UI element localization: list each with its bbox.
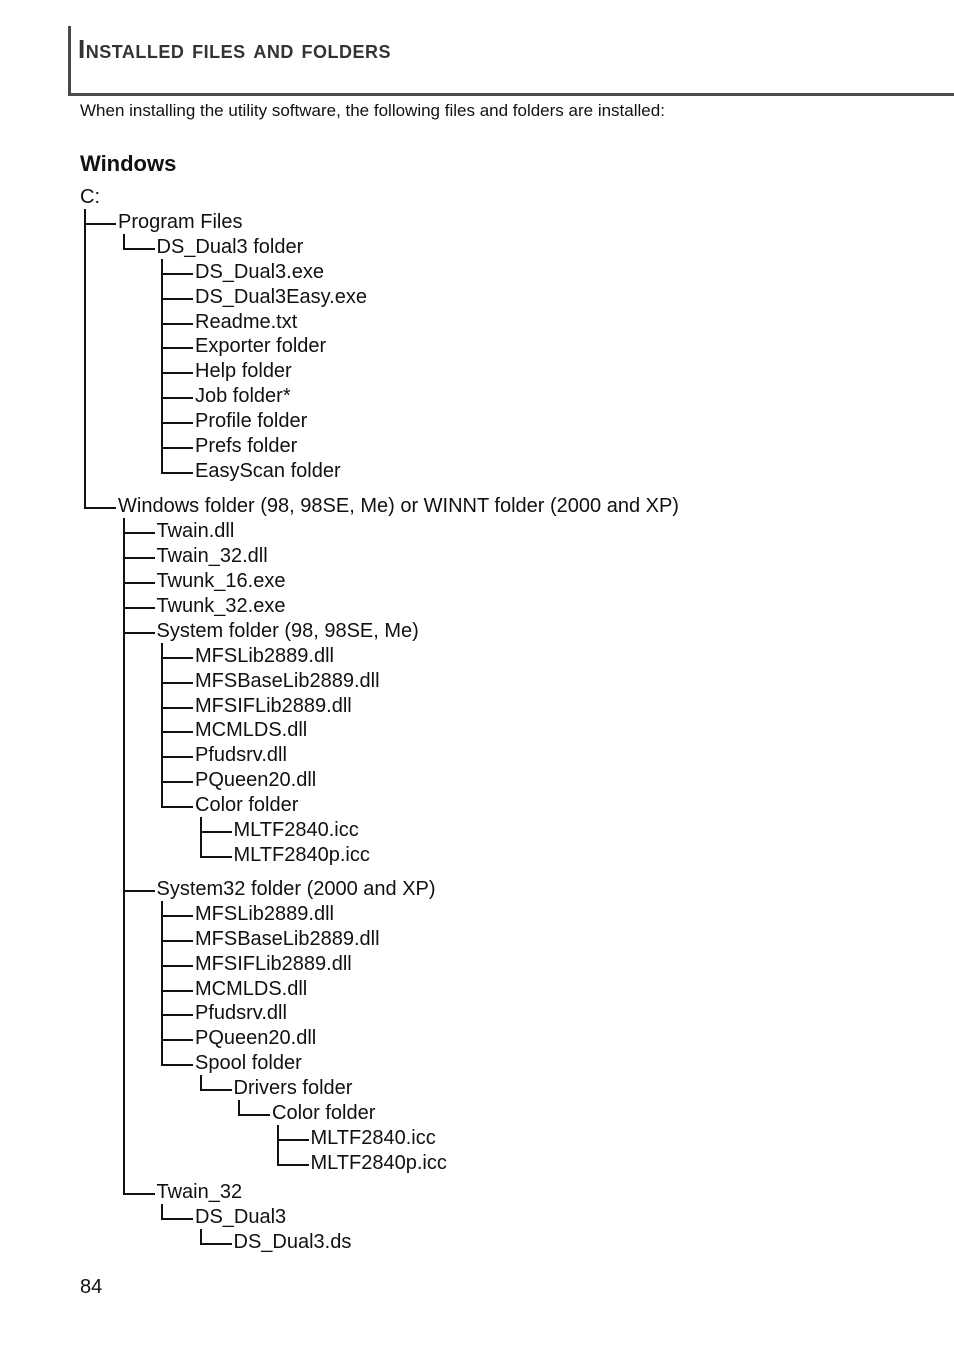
tree-item: Twain_32.dll — [156, 545, 268, 567]
tree-connector — [161, 965, 193, 967]
tree-branch — [200, 1075, 202, 1091]
tree-item: Twain_32 — [156, 1181, 243, 1203]
tree-item: Pfudsrv.dll — [195, 744, 287, 766]
tree-connector — [161, 472, 193, 474]
tree-connector — [200, 856, 232, 858]
tree-connector — [123, 582, 155, 584]
tree-item: System folder (98, 98SE, Me) — [156, 620, 419, 642]
tree-item: MLTF2840.icc — [310, 1127, 436, 1149]
tree-item: EasyScan folder — [195, 460, 341, 482]
tree-branch — [84, 209, 86, 509]
tree-connector — [161, 731, 193, 733]
tree-connector — [200, 1089, 232, 1091]
tree-item: Twunk_16.exe — [156, 570, 286, 592]
tree-connector — [161, 323, 193, 325]
tree-connector — [161, 1014, 193, 1016]
tree-item: MFSLib2889.dll — [195, 645, 334, 667]
tree-connector — [123, 248, 155, 250]
tree-item: MLTF2840.icc — [233, 819, 359, 841]
tree-item: Drivers folder — [233, 1077, 353, 1099]
page-title: Installed files and folders — [78, 34, 392, 64]
tree-connector — [123, 607, 155, 609]
tree-connector — [161, 422, 193, 424]
tree-connector — [123, 557, 155, 559]
tree-item: MLTF2840p.icc — [310, 1152, 447, 1174]
tree-branch — [161, 1204, 163, 1220]
tree-item: DS_Dual3Easy.exe — [195, 286, 367, 308]
tree-connector — [161, 273, 193, 275]
tree-item: MCMLDS.dll — [195, 978, 308, 1000]
tree-connector — [200, 831, 232, 833]
tree-connector — [161, 707, 193, 709]
intro-text: When installing the utility software, the following files and folders are installed: — [80, 101, 665, 120]
tree-item: DS_Dual3 — [195, 1206, 287, 1228]
tree-connector — [84, 507, 116, 509]
tree-item: Twain.dll — [156, 520, 235, 542]
tree-connector — [161, 1218, 193, 1220]
tree-connector — [123, 632, 155, 634]
tree-item: Windows folder (98, 98SE, Me) or WINNT folder (2000 and XP) — [118, 495, 679, 517]
tree-branch — [123, 518, 125, 1195]
tree-item: Color folder — [272, 1102, 376, 1124]
tree-connector — [161, 915, 193, 917]
tree-connector — [123, 532, 155, 534]
tree-item: Program Files — [118, 211, 243, 233]
tree-item: Color folder — [195, 794, 299, 816]
tree-item: C: — [80, 186, 100, 208]
tree-item: Prefs folder — [195, 435, 298, 457]
tree-branch — [123, 234, 125, 250]
tree-item: Job folder* — [195, 385, 291, 407]
tree-connector — [161, 657, 193, 659]
tree-connector — [161, 781, 193, 783]
tree-connector — [277, 1139, 309, 1141]
tree-item: Exporter folder — [195, 335, 327, 357]
tree-connector — [161, 1064, 193, 1066]
tree-connector — [123, 1193, 155, 1195]
tree-item: System32 folder (2000 and XP) — [156, 878, 436, 900]
tree-item: PQueen20.dll — [195, 769, 317, 791]
page-number: 84 — [80, 1276, 103, 1298]
tree-item: MLTF2840p.icc — [233, 844, 370, 866]
tree-connector — [238, 1114, 270, 1116]
tree-item: MFSBaseLib2889.dll — [195, 928, 380, 950]
tree-connector — [277, 1164, 309, 1166]
tree-connector — [200, 1243, 232, 1245]
tree-item: Help folder — [195, 360, 292, 382]
tree-item: MFSBaseLib2889.dll — [195, 670, 380, 692]
tree-connector — [161, 397, 193, 399]
tree-connector — [161, 372, 193, 374]
tree-connector — [161, 298, 193, 300]
tree-item: Profile folder — [195, 410, 308, 432]
tree-branch — [161, 643, 163, 808]
tree-item: DS_Dual3.ds — [233, 1231, 352, 1253]
tree-item: Readme.txt — [195, 311, 298, 333]
tree-item: MFSIFLib2889.dll — [195, 953, 352, 975]
tree-connector — [161, 447, 193, 449]
tree-branch — [161, 901, 163, 1066]
tree-item: Spool folder — [195, 1052, 302, 1074]
tree-item: MCMLDS.dll — [195, 719, 308, 741]
tree-branch — [161, 259, 163, 474]
tree-connector — [161, 682, 193, 684]
section-heading: Windows — [80, 151, 177, 176]
tree-connector — [161, 990, 193, 992]
tree-item: Twunk_32.exe — [156, 595, 286, 617]
tree-connector — [161, 806, 193, 808]
tree-branch — [277, 1125, 279, 1166]
tree-branch — [200, 1229, 202, 1245]
tree-connector — [84, 223, 116, 225]
tree-connector — [161, 347, 193, 349]
tree-branch — [238, 1100, 240, 1116]
tree-connector — [161, 940, 193, 942]
tree-item: MFSIFLib2889.dll — [195, 695, 352, 717]
tree-connector — [161, 1039, 193, 1041]
tree-item: PQueen20.dll — [195, 1027, 317, 1049]
tree-item: DS_Dual3.exe — [195, 261, 324, 283]
tree-connector — [161, 756, 193, 758]
tree-item: DS_Dual3 folder — [156, 236, 304, 258]
tree-item: Pfudsrv.dll — [195, 1002, 287, 1024]
tree-branch — [200, 817, 202, 858]
tree-item: MFSLib2889.dll — [195, 903, 334, 925]
tree-connector — [123, 890, 155, 892]
